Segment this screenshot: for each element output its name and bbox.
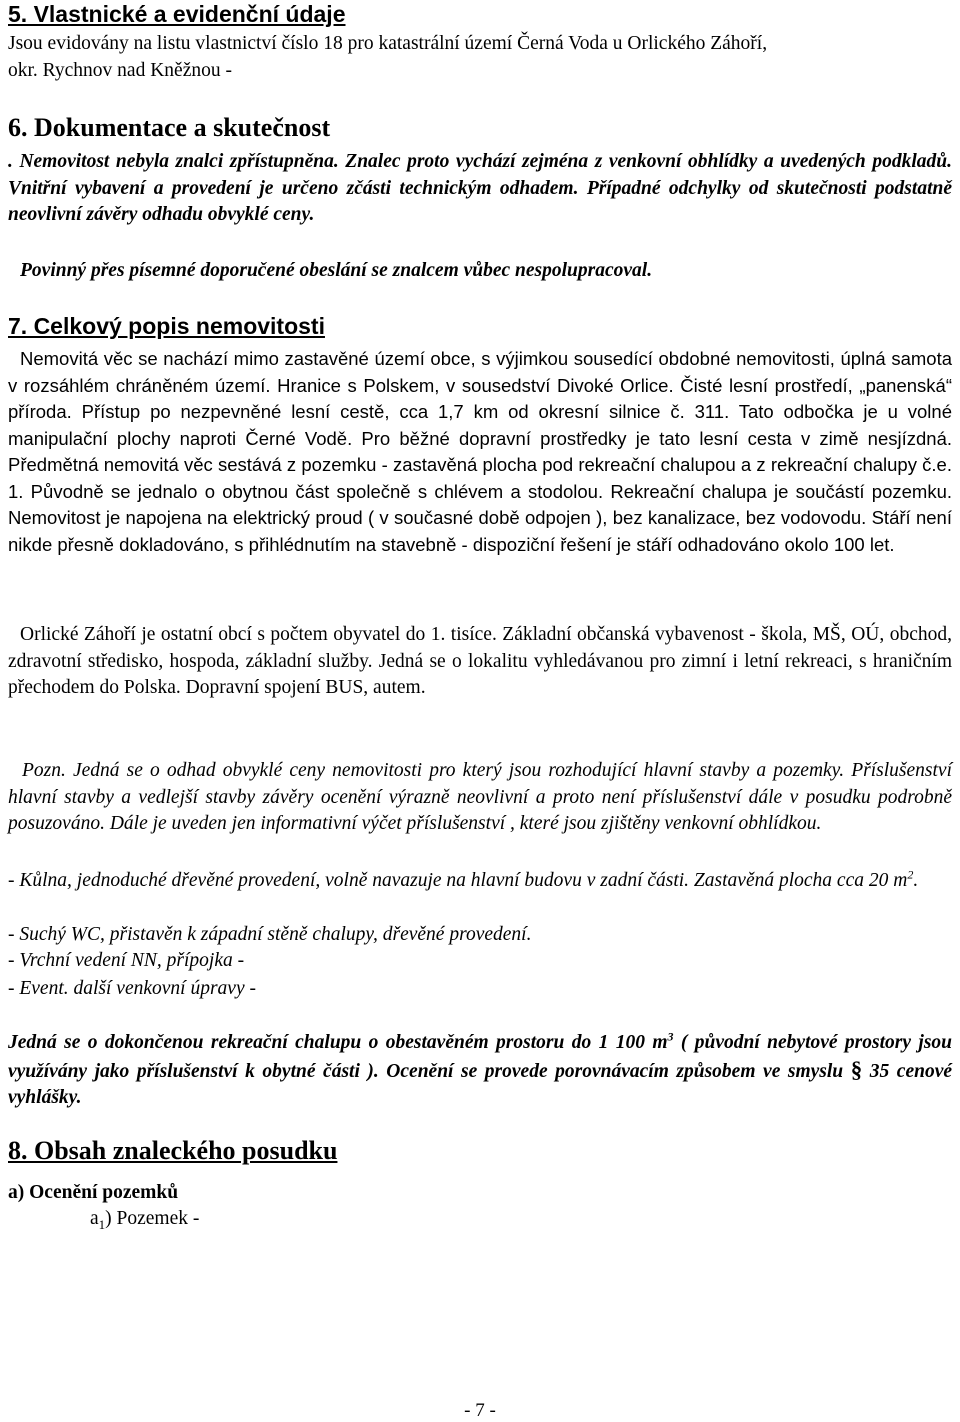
section-7-heading: 7. Celkový popis nemovitosti — [8, 313, 325, 339]
section-7-paragraph-2: Orlické Záhoří je ostatní obcí s počtem obyvatel do 1. tisíce. Základní občanská vybavenost - škola, MŠ, OÚ, obchod, zdravotní středisko, hospoda, základní služby. Jedná se o lokalitu vyhledávanou pro zimní i letní rekreaci, s hraničním přechodem do Polska. Dopravní spojení BUS, autem. — [8, 624, 952, 698]
subsection-a-heading: a) Ocenění pozemků — [8, 1182, 179, 1203]
section-5-heading: 5. Vlastnické a evidenční údaje — [8, 1, 346, 27]
page-number: - 7 - — [464, 1400, 496, 1421]
valuation-statement-part-2: ( původní nebytové prostory jsou využívány jako příslušenství k obytné části ). Ocenění se provede porovnávacím způsobem ve smyslu — [8, 1032, 952, 1082]
accessory-item-shed-text: - Kůlna, jednoduché dřevěné provedení, volně navazuje na hlavní budovu v zadní části. Zastavěná plocha cca 20 m — [8, 870, 908, 891]
squared-unit: 2 — [907, 867, 914, 882]
accessory-item-other: - Event. další venkovní úpravy - — [8, 978, 256, 999]
valuation-statement — [8, 1030, 952, 1112]
section-7-paragraph-1: Nemovitá věc se nachází mimo zastavěné území obce, s výjimkou sousedící obdobné nemovitosti, úplná samota v rozsáhlém chráněném území. Hranice s Polskem, v sousedství Divoké Orlice. Čisté lesní prostředí, „panenská“ příroda. Přístup po nezpevněné lesní cestě, cca 1,7 km od okresní silnice č. 311. Tato odbočka je u volné manipulační plochy naproti Černé Vodě. Pro běžné dopravní prostředky je tato lesní cesta v zimě nesjízdná. Předmětná nemovitá věc sestává z pozemku - zastavěná plocha pod rekreační chalupou a z rekreační chalupy č.e. 1. Původně se jednalo o obytnou část společně s chlévem a stodolou. Rekreační chalupa je součástí pozemku. Nemovitost je napojena na elektrický proud ( v současné době odpojen ), bez kanalizace, bez vodovodu. Stáří není nikde přesně dokladováno, s přihlédnutím na stavebně - dispoziční řešení je stáří odhadováno okolo 100 let. — [8, 348, 952, 555]
a1-prefix: a — [90, 1208, 99, 1229]
section-sign: § — [850, 1056, 863, 1082]
section-5-line-2: okr. Rychnov nad Kněžnou - — [8, 59, 232, 81]
section-5-body — [8, 31, 952, 84]
section-5-line-1: Jsou evidovány na listu vlastnictví číslo 18 pro katastrální území Černá Voda u Orlického Záhoří, — [8, 33, 768, 54]
section-6-heading: 6. Dokumentace a skutečnost — [8, 113, 331, 142]
section-6-paragraph: . Nemovitost nebyla znalci zpřístupněna. Znalec proto vychází zejména z venkovní obhlídky a uvedených podkladů. Vnitřní vybavení a provedení je určeno zčásti technickým odhadem. Případné odchylky od skutečnosti podstatně neovlivní závěry odhadu obvyklé ceny. — [8, 151, 952, 225]
section-6-note: Povinný přes písemné doporučené obeslání se znalcem vůbec nespolupracoval. — [20, 260, 653, 281]
note-paragraph: Pozn. Jedná se o odhad obvyklé ceny nemovitosti pro který jsou rozhodující hlavní stavby a pozemky. Příslušenství hlavní stavby a vedlejší stavby závěry ocenění výrazně neovlivní a proto není příslušenství dále v posudku podrobně posuzováno. Dále je uveden jen informativní výčet příslušenství , které jsou zjištěny venkovní obhlídkou. — [8, 760, 952, 834]
valuation-statement-part-1: Jedná se o dokončenou rekreační chalupu o obestavěném prostoru do 1 100 m — [8, 1032, 668, 1053]
section-8-heading: 8. Obsah znaleckého posudku — [8, 1136, 338, 1165]
accessory-item-shed-end: . — [913, 870, 919, 891]
cubed-unit: 3 — [667, 1029, 674, 1044]
accessory-item-shed — [8, 868, 952, 895]
accessory-item-power: - Vrchní vedení NN, přípojka - — [8, 950, 245, 971]
a1-subscript: 1 — [98, 1216, 106, 1232]
a1-text: ) Pozemek - — [105, 1208, 200, 1229]
accessory-item-wc: - Suchý WC, přistavěn k západní stěně chalupy, dřevěné provedení. — [8, 924, 532, 945]
subsection-a1-heading — [90, 1206, 199, 1233]
valuation-statement-part-3: 35 cenové vyhlášky. — [8, 1060, 952, 1108]
